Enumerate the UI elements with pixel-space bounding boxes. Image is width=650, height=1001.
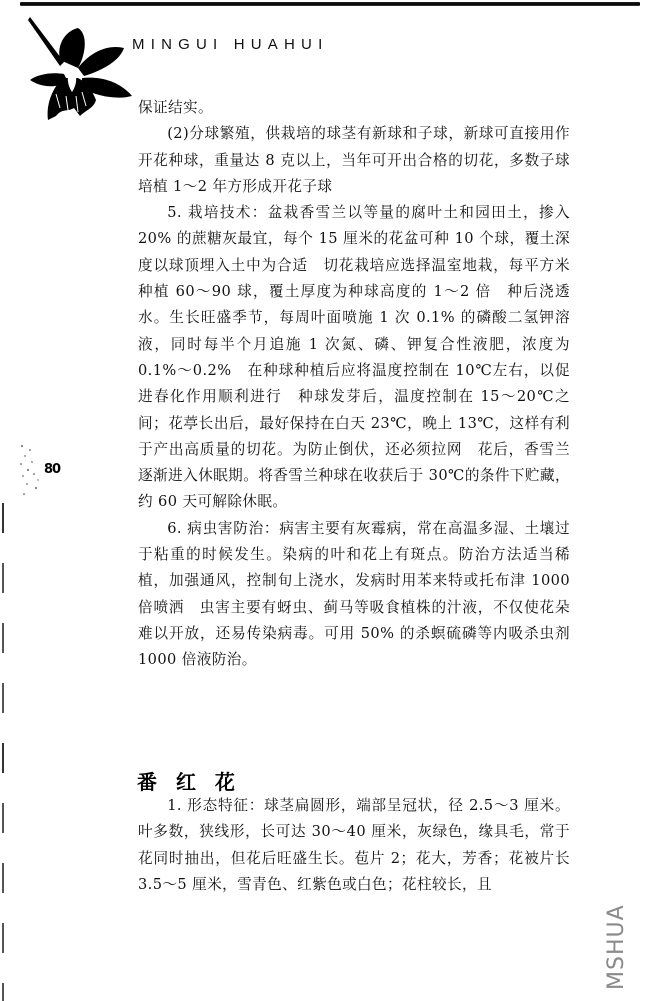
section-text	[138, 793, 570, 898]
page-number: 80	[44, 462, 61, 477]
section-title: 番 红 花	[137, 770, 241, 794]
margin-mark	[2, 923, 4, 953]
paragraph: 保证结实。	[138, 99, 213, 116]
margin-mark	[2, 983, 4, 1001]
margin-mark	[2, 503, 4, 533]
body-text	[138, 95, 570, 674]
running-head: MINGUI HUAHUI	[132, 36, 329, 53]
margin-mark	[2, 863, 4, 893]
margin-mark	[2, 623, 4, 653]
top-rule	[20, 2, 640, 6]
margin-mark	[2, 563, 4, 593]
speckle-decoration-icon	[18, 440, 68, 510]
margin-mark	[2, 743, 4, 773]
orchid-illustration-icon	[22, 12, 142, 122]
watermark: MSHUA	[604, 904, 629, 990]
margin-mark	[2, 803, 4, 833]
paragraph: (2)分球繁殖，供栽培的球茎有新球和子球，新球可直接用作开花种球，重量达 8 克以上，当年可开出合格的切花，多数子球培植 1～2 年方形成开花子球	[138, 125, 570, 195]
margin-mark	[2, 683, 4, 713]
paragraph: 1. 形态特征：球茎扁圆形，端部呈冠状，径 2.5～3 厘米。叶多数，狭线形，长可达 30～40 厘米，灰绿色，缘具毛，常于花同时抽出，但花后旺盛生长。苞片 2；花大，芳香；花被片长 3.5～5 厘米，雪青色、红紫色或白色；花柱较长，且	[138, 797, 570, 893]
paragraph: 5. 栽培技术：盆栽香雪兰以等量的腐叶土和园田土，掺入 20% 的蔗糖灰最宜，每个 15 厘米的花盆可种 10 个球，覆土深度以球顶埋入土中为合适 切花栽培应选择温室地栽，每平方米种植 60～90 球，覆土厚度为种球高度的 1～2 倍 种后浇透水。生长旺盛季节，每周叶面喷施 1 次 0.1% 的磷酸二氢钾溶液，同时每半个月追施 1 次氮、磷、钾复合性液肥，浓度为 0.1%～0.2% 在种球种植后应将温度控制在 10℃左右，以促进春化作用顺利进行 种球发芽后，温度控制在 15～20℃之间；花葶长出后，最好保持在白天 23℃，晚上 13℃，这样有利于产出高质量的切花。为防止倒伏，还必须拉网 花后，香雪兰逐渐进入休眠期。将香雪兰种球在收获后于 30℃的条件下贮藏，约 60 天可解除休眠。	[138, 204, 570, 511]
paragraph: 6. 病虫害防治：病害主要有灰霉病，常在高温多湿、土壤过于粘重的时候发生。染病的叶和花上有斑点。防治方法适当稀植，加强通风，控制旬上浇水，发病时用苯来特或托布津 1000 倍喷洒 虫害主要有蚜虫、蓟马等吸食植株的汁液，不仅使花朵难以开放，还易传染病毒。可用 50% 的杀螟硫磷等内吸杀虫剂 1000 倍液防治。	[138, 519, 570, 669]
